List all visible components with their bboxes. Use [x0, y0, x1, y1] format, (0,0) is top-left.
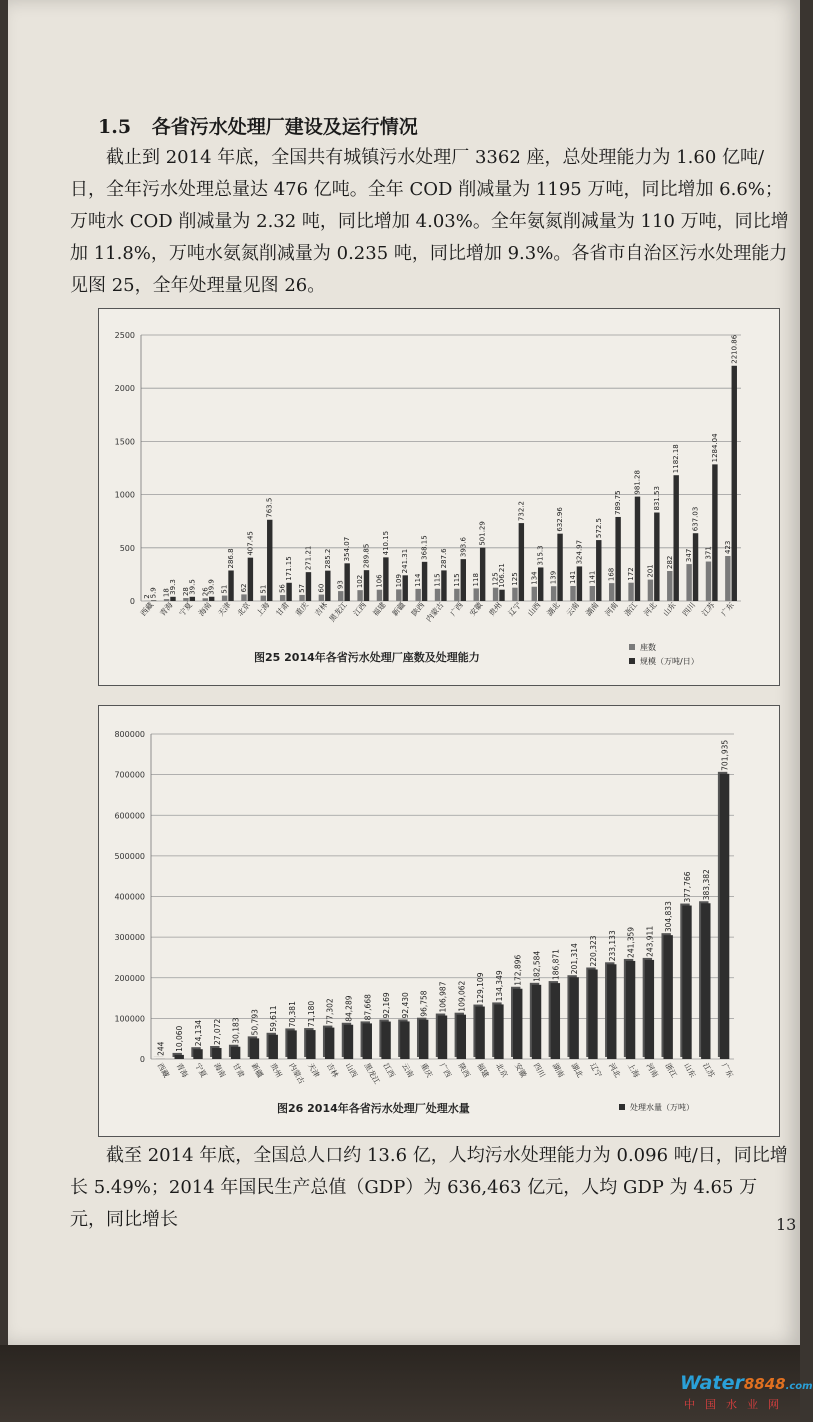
x-tick-label: 黑龙江: [362, 1061, 382, 1086]
bar-capacity: [596, 540, 601, 601]
book-page: [8, 0, 800, 1345]
section-title: 各省污水处理厂建设及运行情况: [151, 116, 418, 138]
chart-title: 图26 2014年各省污水处理厂处理水量: [277, 1102, 470, 1115]
x-tick-label: 山东: [682, 1061, 698, 1079]
x-tick-label: 新疆: [249, 1061, 265, 1079]
bar-capacity: [615, 517, 620, 601]
x-tick-label: 辽宁: [506, 600, 523, 618]
data-label-capacity: 171.15: [285, 556, 294, 581]
intro-paragraph: 截止到 2014 年底，全国共有城镇污水处理厂 3362 座，总处理能力为 1.60 亿吨/日，全年污水处理总量达 476 亿吨。全年 COD 削减量为 1195 万吨，同比增加 6.6%；万吨水 COD 削减量为 2.32 吨，同比增加 4.03%。全年氨氮削减量为 110 万吨，同比增加 11.8%，万吨水氨氮削减量为 0.235 吨，同比增加 9.3%。各省市自治区污水处理能力见图 25，全年处理量见图 26。: [70, 147, 789, 296]
bar-volume: [701, 903, 710, 1059]
x-tick-label: 福建: [475, 1061, 491, 1079]
y-tick-label: 400000: [114, 892, 145, 902]
x-tick-label: 云南: [564, 600, 582, 618]
data-label-volume: 96,758: [419, 990, 429, 1017]
data-label-volume: 241,359: [626, 926, 636, 958]
data-label-count: 18: [162, 588, 171, 598]
data-label-capacity: 637.03: [691, 506, 700, 532]
bar-volume: [513, 989, 522, 1059]
bar-volume: [212, 1048, 221, 1059]
data-label-capacity: 324.97: [575, 539, 584, 565]
data-label-capacity: 354.07: [343, 536, 352, 562]
data-label-count: 125: [510, 572, 519, 586]
data-label-capacity: 393.6: [459, 537, 468, 558]
x-tick-label: 青海: [158, 600, 175, 618]
bar-count: [725, 556, 730, 601]
figure-26-svg: [99, 706, 779, 1136]
bar-count: [222, 596, 227, 601]
data-label-count: 93: [336, 580, 345, 590]
data-label-volume: 106,987: [438, 981, 448, 1013]
data-label-volume: 243,911: [645, 925, 655, 957]
bar-volume: [231, 1047, 240, 1059]
data-label-capacity: 39.3: [168, 579, 177, 595]
data-label-volume: 84,289: [344, 995, 354, 1022]
x-tick-label: 湖北: [545, 600, 562, 618]
data-label-count: 141: [569, 570, 577, 584]
bar-capacity: [190, 597, 195, 601]
bar-count: [299, 595, 304, 601]
data-label-capacity: 289.85: [362, 543, 371, 569]
bar-count: [609, 583, 614, 601]
bar-count: [493, 588, 498, 601]
data-label-volume: 233,133: [607, 930, 617, 962]
bar-capacity: [403, 575, 408, 601]
data-label-volume: 77,302: [325, 998, 335, 1025]
x-tick-label: 北京: [235, 600, 252, 618]
data-label-count: 134: [530, 571, 539, 585]
data-label-volume: 377,766: [682, 871, 692, 903]
x-tick-label: 重庆: [293, 600, 311, 618]
bar-volume: [306, 1030, 315, 1059]
closing-paragraph: 截至 2014 年底，全国总人口约 13.6 亿，人均污水处理能力为 0.096 吨/日，同比增长 5.49%；2014 年国民生产总值（GDP）为 636,463 亿元，人均 GDP 为 4.65 万元，同比增长: [70, 1145, 788, 1230]
data-label-count: 51: [259, 584, 268, 594]
bar-count: [241, 594, 246, 601]
x-tick-label: 湖南: [583, 600, 601, 618]
data-label-count: 56: [278, 584, 287, 594]
legend-label-volume: 处理水量（万吨）: [630, 1103, 694, 1112]
data-label-volume: 92,169: [382, 992, 392, 1019]
bar-capacity: [461, 559, 466, 601]
data-label-capacity: 287.6: [439, 548, 448, 569]
x-tick-label: 福建: [370, 600, 388, 618]
x-tick-label: 广东: [719, 1061, 736, 1079]
x-tick-label: 广东: [719, 600, 736, 618]
bar-capacity: [712, 464, 717, 601]
x-tick-label: 山西: [525, 600, 543, 618]
x-tick-label: 甘肃: [274, 600, 291, 618]
bar-volume: [457, 1015, 466, 1059]
bar-count: [415, 589, 420, 601]
x-tick-label: 浙江: [622, 600, 640, 618]
chart-title: 图25 2014年各省污水处理厂座数及处理能力: [254, 651, 480, 664]
bar-capacity: [499, 590, 504, 601]
bar-capacity: [286, 583, 291, 601]
figure-25-chart: [98, 308, 780, 686]
data-label-volume: 27,072: [212, 1018, 222, 1046]
y-tick-label: 800000: [114, 730, 145, 739]
data-label-volume: 109,062: [457, 980, 467, 1012]
bar-volume: [607, 964, 616, 1059]
data-label-volume: 182,584: [532, 950, 542, 982]
data-label-count: 201: [646, 564, 655, 578]
bar-capacity: [422, 562, 427, 601]
x-tick-label: 安徽: [467, 600, 485, 618]
data-label-capacity: 39.5: [188, 579, 197, 595]
data-label-count: 347: [685, 548, 694, 563]
bar-capacity: [441, 570, 446, 601]
bar-capacity: [732, 366, 737, 601]
x-tick-label: 山西: [343, 1061, 360, 1079]
data-label-count: 57: [298, 584, 307, 593]
bar-count: [435, 589, 440, 601]
bar-volume: [588, 969, 597, 1059]
bar-capacity: [364, 570, 369, 601]
x-tick-label: 内蒙古: [287, 1061, 307, 1086]
x-tick-label: 湖北: [569, 1061, 585, 1079]
figure-25-svg: [99, 309, 779, 685]
x-tick-label: 陕西: [409, 600, 427, 618]
data-label-volume: 383,382: [701, 869, 711, 901]
data-label-count: 423: [723, 540, 732, 554]
x-tick-label: 河北: [641, 600, 659, 618]
x-tick-label: 上海: [625, 1061, 642, 1079]
data-label-volume: 50,793: [250, 1009, 260, 1036]
bar-count: [474, 588, 479, 601]
watermark-brand: Water: [680, 1372, 744, 1394]
data-label-capacity: 271.21: [304, 545, 313, 571]
watermark-subtitle: 中国水业网: [684, 1398, 789, 1411]
x-tick-label: 宁夏: [177, 600, 194, 618]
data-label-volume: 30,183: [231, 1017, 241, 1044]
bar-count: [377, 590, 382, 601]
bar-volume: [494, 1004, 503, 1059]
legend-swatch-volume: [619, 1104, 625, 1110]
data-label-count: 125: [491, 572, 500, 586]
data-label-volume: 129,109: [476, 972, 486, 1004]
data-label-capacity: 2210.86: [730, 334, 739, 364]
bar-volume: [569, 977, 578, 1059]
x-tick-label: 内蒙古: [424, 600, 446, 624]
x-tick-label: 云南: [400, 1061, 416, 1079]
figure-26-chart: [98, 705, 780, 1137]
bar-volume: [344, 1025, 353, 1059]
bar-volume: [438, 1016, 447, 1059]
y-tick-label: 600000: [114, 811, 145, 821]
y-tick-label: 1000: [114, 490, 135, 500]
bar-count: [648, 580, 653, 601]
data-label-volume: 186,871: [551, 949, 561, 981]
bar-volume: [645, 960, 654, 1059]
x-tick-label: 江西: [351, 600, 369, 618]
bar-count: [357, 590, 362, 601]
x-tick-label: 辽宁: [588, 1061, 604, 1079]
y-tick-label: 700000: [114, 770, 145, 780]
x-tick-label: 四川: [680, 600, 698, 618]
data-label-capacity: 368.15: [420, 535, 429, 560]
bar-capacity: [151, 600, 156, 601]
data-label-volume: 87,668: [363, 994, 373, 1021]
x-tick-label: 江苏: [701, 1061, 717, 1079]
bar-capacity: [480, 548, 485, 601]
x-tick-label: 吉林: [324, 1061, 341, 1079]
data-label-volume: 70,381: [288, 1001, 298, 1028]
bar-volume: [400, 1021, 409, 1059]
x-tick-label: 天津: [306, 1061, 322, 1079]
data-label-volume: 24,134: [194, 1019, 204, 1047]
data-label-capacity: 1182.18: [672, 444, 681, 474]
bar-count: [396, 589, 401, 601]
bar-capacity: [209, 597, 214, 601]
bar-count: [590, 586, 595, 601]
bar-capacity: [228, 570, 233, 601]
bar-count: [261, 596, 266, 601]
data-label-volume: 92,430: [400, 992, 410, 1019]
data-label-count: 109: [394, 574, 403, 588]
bar-volume: [269, 1035, 278, 1059]
legend-swatch-count: [629, 644, 635, 650]
data-label-volume: 244: [156, 1041, 166, 1056]
bar-capacity: [654, 513, 659, 601]
bar-count: [686, 564, 691, 601]
data-label-capacity: 831.53: [652, 486, 661, 511]
x-tick-label: 安徽: [512, 1061, 529, 1079]
section-number: 1.5: [98, 116, 132, 138]
y-tick-label: 0: [139, 1055, 145, 1064]
legend-label-capacity: 规模（万吨/日）: [640, 657, 699, 666]
x-tick-label: 河北: [607, 1061, 623, 1079]
x-tick-label: 浙江: [663, 1061, 679, 1079]
x-tick-label: 西藏: [138, 600, 156, 618]
data-label-capacity: 789.75: [614, 490, 623, 515]
bar-capacity: [325, 571, 330, 601]
y-tick-label: 200000: [114, 973, 145, 983]
x-tick-label: 天津: [216, 600, 233, 618]
y-tick-label: 500000: [114, 851, 145, 861]
watermark-number: 8848: [743, 1375, 786, 1393]
y-tick-label: 1500: [114, 437, 135, 447]
data-label-volume: 59,611: [269, 1005, 279, 1032]
bar-volume: [663, 935, 672, 1059]
data-label-capacity: 407.45: [246, 531, 255, 556]
data-label-capacity: 39.9: [207, 579, 216, 595]
bar-count: [319, 595, 324, 601]
x-tick-label: 广西: [448, 600, 465, 618]
data-label-count: 141: [588, 570, 597, 584]
y-tick-label: 2000: [114, 384, 135, 394]
bar-volume: [682, 906, 691, 1059]
data-label-count: 60: [317, 583, 326, 593]
bar-count: [706, 562, 711, 601]
bar-volume: [325, 1028, 334, 1059]
page-number: 13: [776, 1215, 797, 1234]
data-label-count: 115: [452, 573, 461, 587]
x-tick-label: 贵州: [487, 600, 504, 618]
data-label-count: 51: [220, 584, 229, 594]
data-label-volume: 304,833: [664, 901, 674, 933]
bar-count: [280, 595, 285, 601]
watermark-suffix: .com: [785, 1381, 813, 1392]
bar-volume: [381, 1022, 390, 1059]
bar-capacity: [635, 497, 640, 601]
y-tick-label: 100000: [114, 1014, 145, 1024]
x-tick-label: 宁夏: [193, 1061, 209, 1079]
bar-volume: [626, 961, 635, 1059]
bar-capacity: [557, 534, 562, 601]
bar-count: [667, 571, 672, 601]
legend-label-count: 座数: [640, 643, 656, 652]
bar-volume: [250, 1038, 259, 1059]
bar-count: [454, 589, 459, 601]
bar-capacity: [693, 533, 698, 601]
x-tick-label: 海南: [212, 1061, 228, 1079]
data-label-volume: 134,349: [494, 970, 504, 1002]
data-label-count: 282: [665, 555, 674, 569]
x-tick-label: 山东: [661, 600, 678, 618]
section-heading: [98, 112, 418, 139]
data-label-count: 26: [201, 587, 210, 597]
data-label-capacity: 5.9: [149, 587, 158, 599]
data-label-count: 118: [472, 573, 481, 587]
data-label-capacity: 572.5: [594, 518, 603, 539]
data-label-volume: 220,323: [588, 935, 598, 967]
bar-count: [338, 591, 343, 601]
data-label-count: 115: [433, 573, 442, 587]
bar-capacity: [383, 557, 388, 601]
y-tick-label: 500: [119, 543, 135, 553]
x-tick-label: 江西: [381, 1061, 397, 1079]
bar-capacity: [673, 475, 678, 601]
x-tick-label: 西藏: [155, 1061, 171, 1079]
bar-volume: [287, 1030, 296, 1059]
x-tick-label: 河南: [603, 600, 620, 618]
bar-count: [551, 586, 556, 601]
bar-volume: [551, 983, 560, 1059]
x-tick-label: 新疆: [390, 600, 407, 618]
x-tick-label: 重庆: [418, 1061, 435, 1079]
bar-volume: [193, 1049, 202, 1059]
data-label-volume: 201,314: [570, 943, 580, 975]
bar-capacity: [344, 563, 349, 601]
data-label-capacity: 410.15: [381, 530, 390, 556]
x-tick-label: 青海: [174, 1061, 190, 1079]
x-tick-label: 湖南: [550, 1061, 566, 1079]
bar-count: [512, 588, 517, 601]
data-label-capacity: 106.21: [498, 563, 506, 588]
legend-swatch-capacity: [629, 658, 635, 664]
data-label-count: 62: [239, 583, 248, 593]
bar-volume: [475, 1007, 484, 1059]
data-label-count: 139: [549, 570, 558, 585]
bar-capacity: [170, 597, 175, 601]
data-label-count: 114: [414, 573, 423, 587]
data-label-count: 172: [627, 567, 636, 581]
bar-volume: [532, 985, 541, 1059]
bar-volume: [175, 1055, 184, 1059]
x-tick-label: 北京: [494, 1061, 510, 1079]
x-tick-label: 陕西: [456, 1061, 472, 1079]
data-label-capacity: 632.96: [556, 507, 565, 532]
bar-count: [570, 586, 575, 601]
data-label-count: 168: [607, 567, 616, 582]
bar-capacity: [248, 558, 253, 601]
data-label-capacity: 285.2: [323, 548, 332, 569]
data-label-capacity: 1284.04: [710, 433, 719, 463]
bar-capacity: [306, 572, 311, 601]
bar-count: [532, 587, 537, 601]
data-label-count: 106: [375, 574, 384, 588]
data-label-count: 102: [356, 574, 365, 589]
x-tick-label: 吉林: [312, 600, 330, 618]
data-label-capacity: 732.2: [517, 501, 526, 522]
data-label-volume: 10,060: [175, 1025, 185, 1052]
x-tick-label: 海南: [196, 600, 214, 618]
y-tick-label: 2500: [114, 331, 135, 340]
data-label-capacity: 981.28: [633, 470, 642, 495]
y-tick-label: 300000: [114, 933, 145, 943]
data-label-count: 28: [181, 587, 190, 597]
x-tick-label: 黑龙江: [327, 600, 349, 624]
x-tick-label: 贵州: [268, 1061, 284, 1079]
data-label-capacity: 286.8: [227, 548, 236, 569]
watermark-logo: [680, 1372, 813, 1412]
x-tick-label: 河南: [644, 1061, 660, 1079]
data-label-volume: 701,935: [720, 739, 730, 771]
data-label-capacity: 763.5: [265, 497, 274, 518]
bar-capacity: [577, 566, 582, 601]
bar-volume: [363, 1023, 372, 1059]
y-tick-label: 0: [129, 597, 135, 606]
data-label-capacity: 501.29: [478, 521, 487, 546]
x-tick-label: 甘肃: [230, 1061, 247, 1079]
bar-count: [628, 583, 633, 601]
bar-capacity: [519, 523, 524, 601]
data-label-volume: 172,896: [513, 954, 523, 986]
data-label-capacity: 315.3: [536, 545, 545, 566]
data-label-volume: 71,180: [306, 1000, 316, 1028]
x-tick-label: 广西: [437, 1061, 454, 1079]
bar-volume: [419, 1020, 428, 1059]
x-tick-label: 江苏: [699, 600, 717, 618]
data-label-count: 2: [143, 594, 152, 599]
bar-capacity: [267, 520, 272, 601]
x-tick-label: 四川: [531, 1061, 548, 1079]
data-label-count: 371: [704, 546, 713, 560]
bar-volume: [720, 774, 729, 1059]
x-tick-label: 上海: [254, 600, 272, 618]
data-label-capacity: 241.31: [401, 548, 410, 574]
bar-capacity: [538, 567, 543, 601]
